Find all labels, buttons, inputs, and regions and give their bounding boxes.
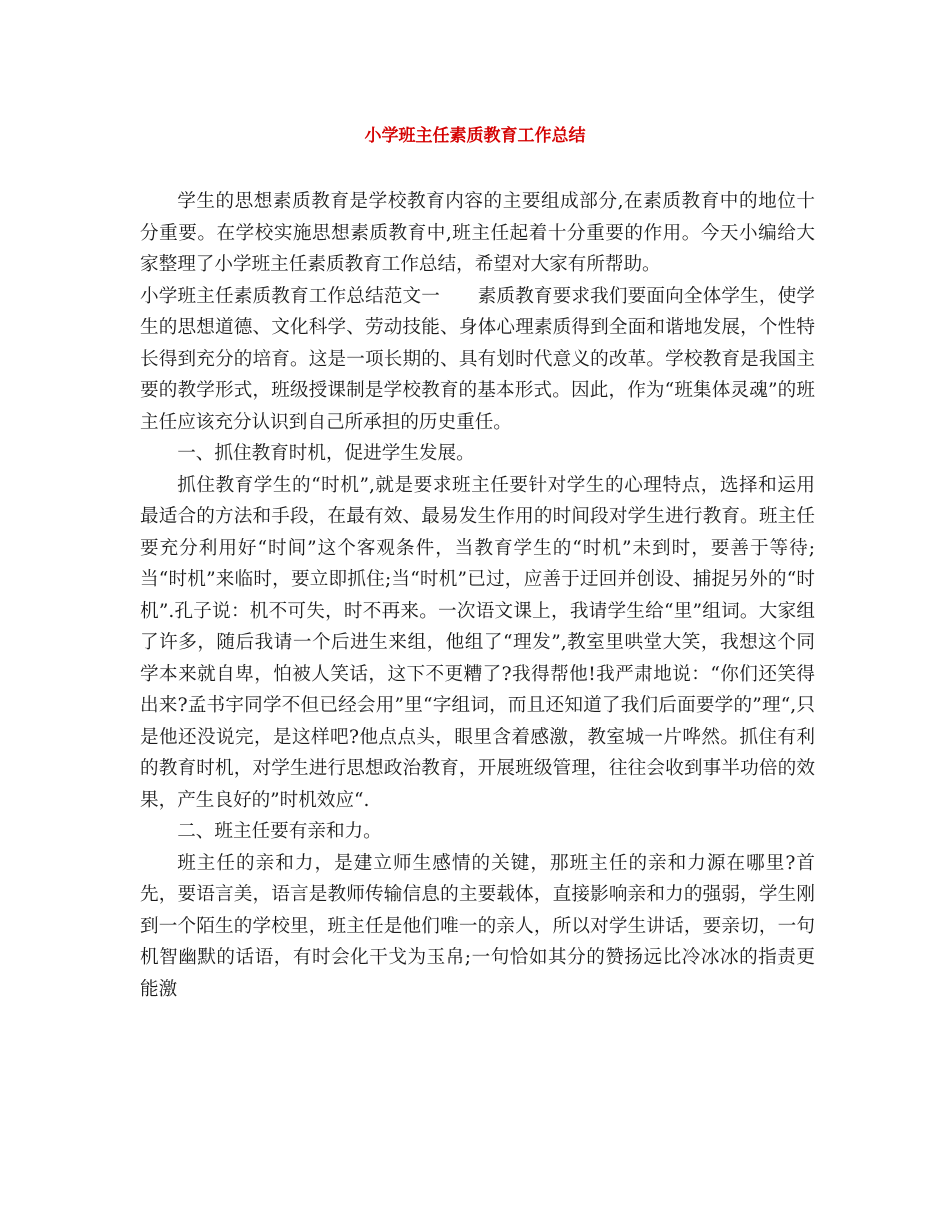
paragraph-affinity: 班主任的亲和力，是建立师生感情的关键，那班主任的亲和力源在哪里?首先，要语言美，语言是教师传输信息的主要载体，直接影响亲和力的强弱，学生刚到一个陌生的学校里，班主任是他们唯一的亲人，所以对学生讲话，要亲切，一句机智幽默的话语，有时会化干戈为玉帛;一句恰如其分的赞扬远比冷冰冰的指责更能激 bbox=[140, 852, 815, 1000]
document-body bbox=[140, 186, 815, 1005]
paragraph-sample-one: 小学班主任素质教育工作总结范文一 素质教育要求我们要面向全体学生，使学生的思想道德、文化科学、劳动技能、身体心理素质得到全面和谐地发展，个性特长得到充分的培育。这是一项长期的、具有划时代意义的改革。学校教育是我国主要的教学形式，班级授课制是学校教育的基本形式。因此，作为“班集体灵魂”的班主任应该充分认识到自己所承担的历史重任。 bbox=[140, 285, 815, 433]
document-title: 小学班主任素质教育工作总结 bbox=[364, 126, 586, 146]
paragraph-timing: 抓住教育学生的“时机”,就是要求班主任要针对学生的心理特点，选择和运用最适合的方法和手段，在最有效、最易发生作用的时间段对学生进行教育。班主任要充分利用好“时间”这个客观条件，当教育学生的“时机”未到时，要善于等待;当“时机”来临时，要立即抓住;当“时机”已过，应善于迂回并创设、捕捉另外的“时机”.孔子说：机不可失，时不再来。一次语文课上，我请学生给“里”组词。大家组了许多，随后我请一个后进生来组，他组了“理发”,教室里哄堂大笑，我想这个同学本来就自卑，怕被人笑话，这下不更糟了?我得帮他!我严肃地说：“你们还笑得出来?孟书宇同学不但已经会用”里“字组词，而且还知道了我们后面要学的”理“,只是他还没说完，是这样吧?他点点头，眼里含着感激，教室城一片哗然。抓住有利的教育时机，对学生进行思想政治教育，开展班级管理，往往会收到事半功倍的效果，产生良好的”时机效应“. bbox=[140, 474, 815, 811]
paragraph-intro: 学生的思想素质教育是学校教育内容的主要组成部分,在素质教育中的地位十分重要。在学校实施思想素质教育中,班主任起着十分重要的作用。今天小编给大家整理了小学班主任素质教育工作总结，希望对大家有所帮助。 bbox=[140, 191, 815, 275]
section-heading-two: 二、班主任要有亲和力。 bbox=[177, 821, 382, 842]
section-heading-one: 一、抓住教育时机，促进学生发展。 bbox=[177, 443, 475, 464]
